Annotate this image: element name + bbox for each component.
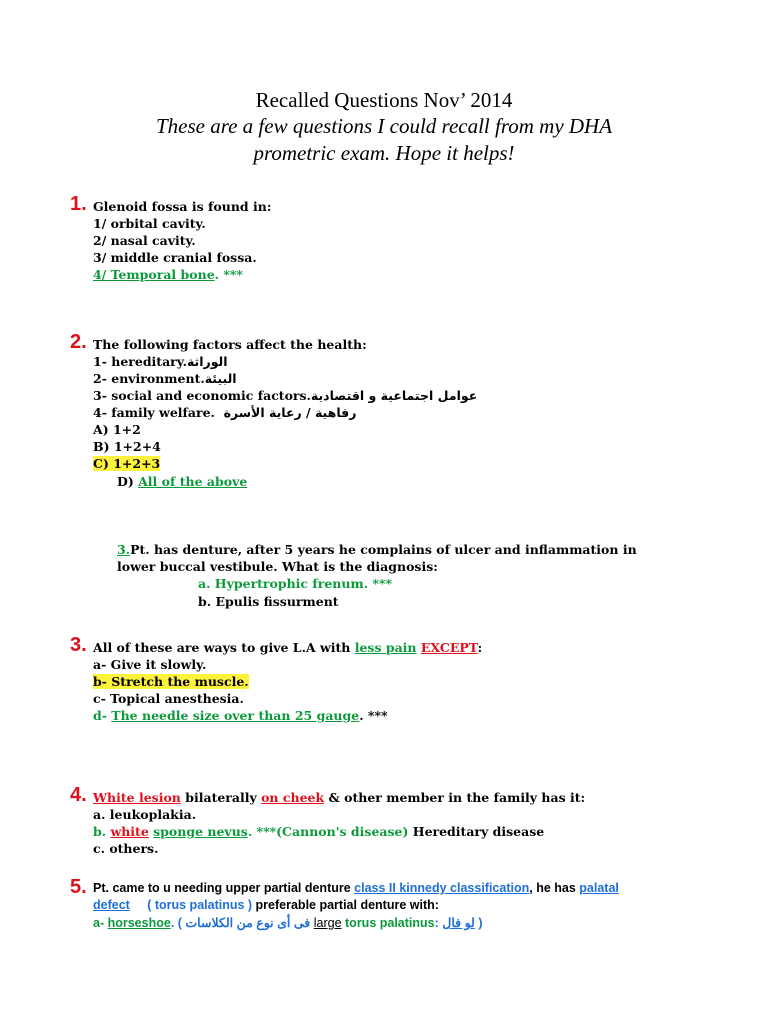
answer-option: 4/ Temporal bone. *** xyxy=(93,267,243,282)
question-number: 4. xyxy=(70,784,87,806)
highlighted-option: b- Stretch the muscle. xyxy=(93,674,249,689)
white-lesion-link[interactable]: White lesion xyxy=(93,790,181,805)
question-number: 1. xyxy=(70,193,87,215)
horseshoe-link[interactable]: horseshoe xyxy=(107,916,171,930)
question-number: 3. xyxy=(70,634,87,656)
question-2-stem: The following factors affect the health: xyxy=(93,337,367,352)
question-number: 2. xyxy=(70,331,87,353)
answer-link[interactable]: 4/ Temporal bone xyxy=(93,267,215,282)
question-4-stem: White lesion bilaterally on cheek & other member in the family has it: xyxy=(93,790,586,805)
factor-item: 2- environment.البيئة xyxy=(93,371,237,386)
answer-option: a. Hypertrophic frenum. *** xyxy=(198,576,393,591)
defect-link[interactable]: defect xyxy=(93,898,130,912)
question-5-line1: Pt. came to u needing upper partial denture class II kinnedy classification, he has palatal xyxy=(93,881,619,895)
option: 2/ nasal cavity. xyxy=(93,233,196,248)
factor-item: 1- hereditary.الوراثة xyxy=(93,354,228,369)
question-5-line3: a- horseshoe. ( فى أى نوع من الكلاسات large torus palatinus: لو فال ) xyxy=(93,916,483,930)
except-link[interactable]: EXCEPT xyxy=(420,640,478,655)
option: c- Topical anesthesia. xyxy=(93,691,244,706)
palatal-link[interactable]: palatal xyxy=(579,881,619,895)
option: c. others. xyxy=(93,841,159,856)
question-5-line2: defect ( torus palatinus ) preferable partial denture with: xyxy=(93,898,439,912)
large-link[interactable]: large xyxy=(313,916,342,930)
question-3a-line1: 3.Pt. has denture, after 5 years he complains of ulcer and inflammation in xyxy=(117,542,637,557)
option: 1/ orbital cavity. xyxy=(93,216,206,231)
answer-option: D) All of the above xyxy=(117,474,248,489)
less-pain-link[interactable]: less pain xyxy=(354,640,417,655)
factor-item: 3- social and economic factors.عوامل اجتماعية و اقتصادية xyxy=(93,388,478,403)
question-3b-stem: All of these are ways to give L.A with less pain EXCEPT: xyxy=(93,640,483,655)
arabic-link[interactable]: لو فال xyxy=(442,916,475,930)
option: a- Give it slowly. xyxy=(93,657,207,672)
answer-link[interactable]: All of the above xyxy=(138,474,248,489)
question-1-stem: Glenoid fossa is found in: xyxy=(93,199,272,214)
torus-palatinus-paren: ( torus palatinus ) xyxy=(147,898,253,912)
option: a. leukoplakia. xyxy=(93,807,197,822)
on-cheek-link[interactable]: on cheek xyxy=(261,790,325,805)
option: A) 1+2 xyxy=(93,422,141,437)
answer-option: b. white sponge nevus. ***(Cannon's disease) Hereditary disease xyxy=(93,824,545,839)
page-subtitle-line1: These are a few questions I could recall from my DHA xyxy=(155,114,613,138)
answer-link[interactable]: The needle size over than 25 gauge xyxy=(111,708,360,723)
factor-item: 4- family welfare. رفاهية / رعاية الأسرة xyxy=(93,405,357,420)
option: b. Epulis fissurment xyxy=(198,594,339,609)
class-ii-link[interactable]: class II kinnedy classification xyxy=(354,881,530,895)
white-link[interactable]: white xyxy=(110,824,149,839)
highlighted-option: C) 1+2+3 xyxy=(93,456,161,471)
sponge-nevus-link[interactable]: sponge nevus xyxy=(153,824,248,839)
question-3a-line2: lower buccal vestibule. What is the diagnosis: xyxy=(117,559,438,574)
option: 3/ middle cranial fossa. xyxy=(93,250,257,265)
page-title: Recalled Questions Nov’ 2014 xyxy=(255,88,513,112)
answer-option: d- The needle size over than 25 gauge. *** xyxy=(93,708,388,723)
question-number[interactable]: 3. xyxy=(117,542,131,557)
option: B) 1+2+4 xyxy=(93,439,161,454)
page-subtitle-line2: prometric exam. Hope it helps! xyxy=(253,141,515,165)
question-number: 5. xyxy=(70,876,87,898)
